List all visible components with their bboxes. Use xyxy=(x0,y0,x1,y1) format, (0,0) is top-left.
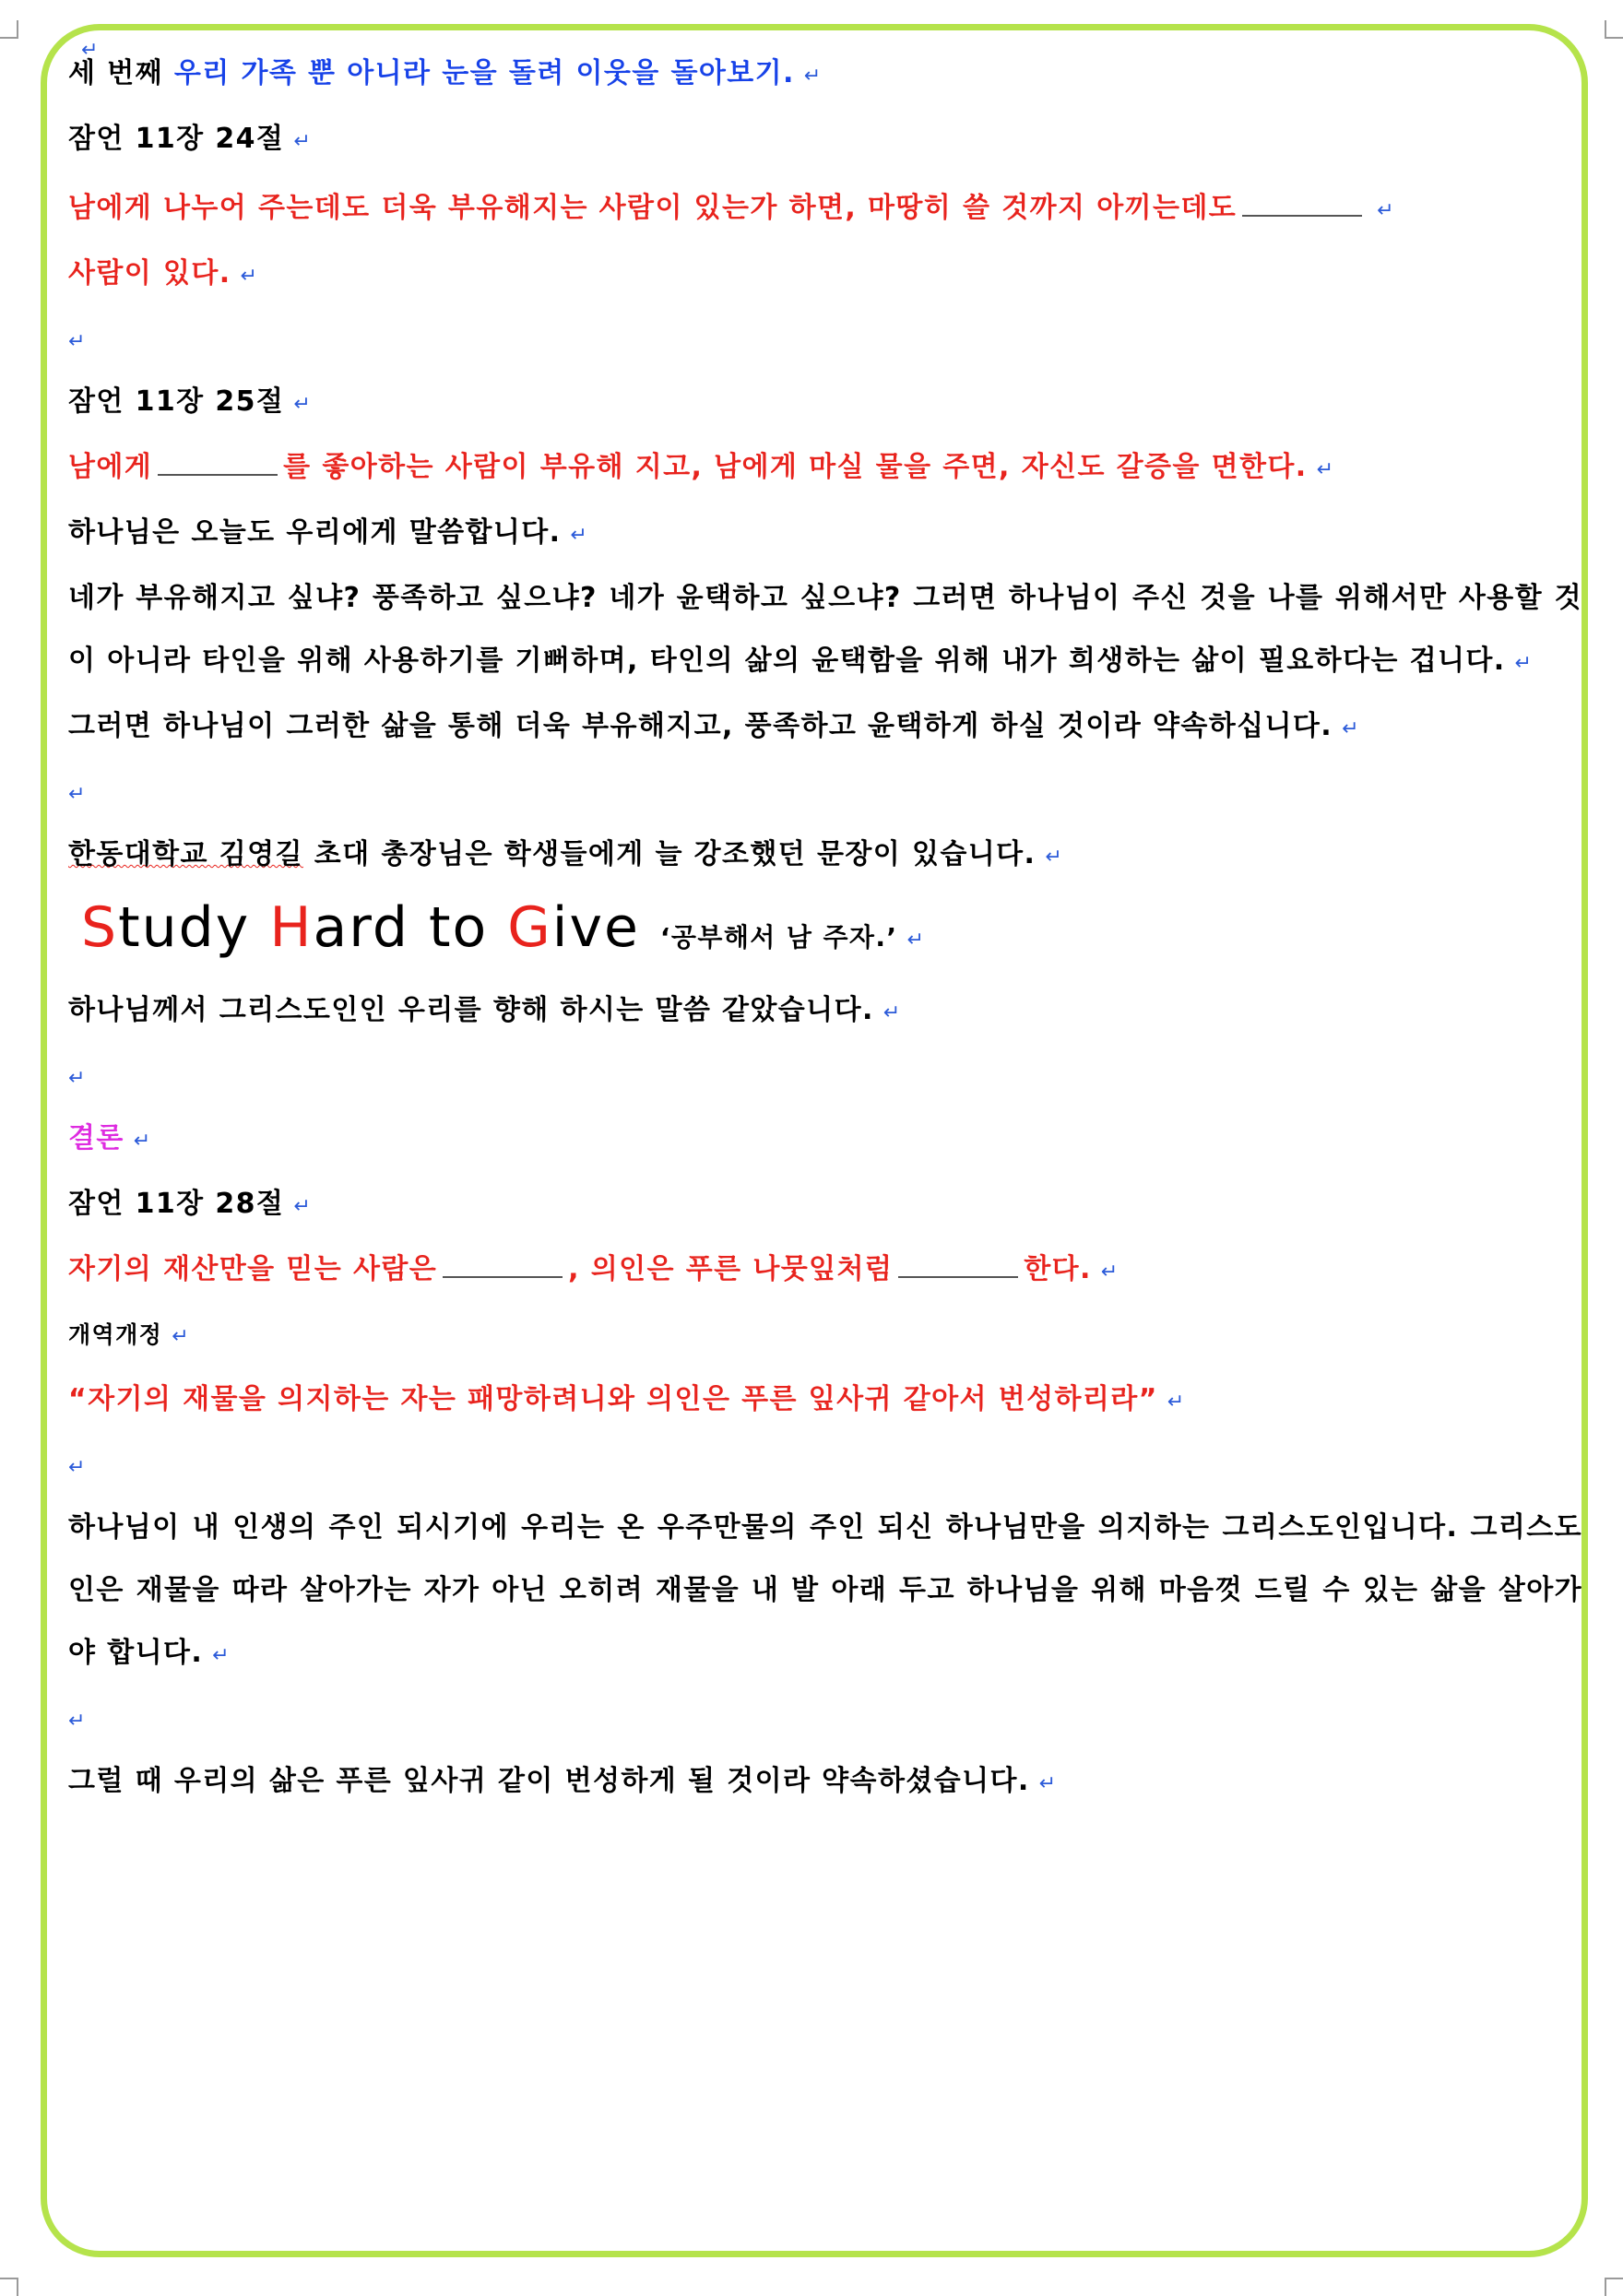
paragraph-mark-icon: ↵ xyxy=(293,1195,313,1218)
verse-text: 남에게 xyxy=(68,451,153,483)
body-paragraph xyxy=(68,1750,1588,1816)
fill-in-blank[interactable] xyxy=(443,1256,563,1278)
paragraph-mark-icon: ↵ xyxy=(293,130,313,153)
section-heading-third xyxy=(68,42,1588,108)
verse-text: 자기의 재산만을 믿는 사람은 xyxy=(68,1253,438,1285)
paragraph-mark-icon: ↵ xyxy=(68,783,87,806)
paragraph-mark-icon: ↵ xyxy=(906,929,926,952)
paragraph-mark-icon: ↵ xyxy=(1377,199,1395,222)
document-body[interactable] xyxy=(68,42,1588,1816)
paragraph-mark-icon: ↵ xyxy=(883,1001,902,1024)
fill-in-blank[interactable] xyxy=(1242,195,1362,217)
page-corner-mark xyxy=(0,20,18,39)
body-paragraph xyxy=(68,1497,1582,1687)
motto-word: ard to xyxy=(313,895,508,960)
scripture-reference-text: 잠언 11장 25절 xyxy=(68,385,285,418)
page-corner-mark xyxy=(0,2278,18,2296)
body-text: 하나님께서 그리스도인인 우리를 향해 하시는 말씀 같았습니다. xyxy=(68,994,874,1026)
motto-line xyxy=(81,889,1588,979)
motto-korean: ‘공부해서 남 주자.’ xyxy=(659,922,898,953)
spellcheck-underlined-name: 한동대학교 김영길 xyxy=(68,838,303,870)
empty-paragraph xyxy=(68,1045,1588,1107)
body-text: 하나님이 내 인생의 주인 되시기에 우리는 온 우주만물의 주인 되신 하나님만을 의지하는 그리스도인입니다. 그리스도인은 재물을 따라 살아가는 자가 아닌 오히려 재물을 내 발 아래 두고 하나님을 위해 마음껏 드릴 수 있는 삶을 살아가야 합니다. xyxy=(68,1511,1582,1669)
body-paragraph xyxy=(68,695,1588,761)
verse-text: “자기의 재물을 의지하는 자는 패망하려니와 의인은 푸른 잎사귀 같아서 번성하리라” xyxy=(68,1383,1158,1415)
empty-paragraph xyxy=(68,1434,1588,1497)
paragraph-mark-icon: ↵ xyxy=(1316,458,1335,481)
section-heading-prefix: 세 번째 xyxy=(68,57,163,89)
bible-version-label xyxy=(68,1304,1588,1368)
fill-in-blank[interactable] xyxy=(898,1256,1018,1278)
motto-capital-letter: S xyxy=(81,895,119,960)
empty-paragraph xyxy=(68,761,1588,823)
motto-word: tudy xyxy=(118,895,270,960)
paragraph-mark-icon: ↵ xyxy=(1038,1772,1058,1795)
motto-capital-letter: H xyxy=(269,895,314,960)
verse-line xyxy=(68,177,1588,243)
paragraph-mark-icon: ↵ xyxy=(68,1067,87,1090)
paragraph-mark-icon: ↵ xyxy=(240,265,259,288)
fill-in-blank[interactable] xyxy=(158,454,278,476)
paragraph-mark-icon: ↵ xyxy=(570,524,589,547)
page-corner-mark xyxy=(1605,2278,1623,2296)
bible-version-text: 개역개정 xyxy=(68,1321,163,1348)
body-text: 그럴 때 우리의 삶은 푸른 잎사귀 같이 번성하게 될 것이라 약속하셨습니다. xyxy=(68,1765,1030,1797)
scripture-reference xyxy=(68,1173,1588,1238)
verse-line xyxy=(68,1368,1588,1434)
body-text: 네가 부유해지고 싶냐? 풍족하고 싶으냐? 네가 윤택하고 싶으냐? 그러면 하나님이 주신 것을 나를 위해서만 사용할 것이 아니라 타인을 위해 사용하기를 기뻐하며, 타인의 삶의 윤택함을 위해 내가 희생하는 삶이 필요하다는 겁니다. xyxy=(68,582,1582,677)
empty-paragraph xyxy=(68,1687,1588,1750)
paragraph-mark-icon: ↵ xyxy=(133,1130,152,1153)
verse-text: 를 좋아하는 사람이 부유해 지고, 남에게 마실 물을 주면, 자신도 갈증을 면한다. xyxy=(283,451,1308,483)
body-text: 하나님은 오늘도 우리에게 말씀합니다. xyxy=(68,516,562,549)
conclusion-heading-text: 결론 xyxy=(68,1122,124,1154)
motto-english xyxy=(81,895,640,960)
verse-line xyxy=(68,243,1588,308)
scripture-reference-text: 잠언 11장 24절 xyxy=(68,123,285,155)
section-heading-text: 우리 가족 뿐 아니라 눈을 돌려 이웃을 돌아보기. xyxy=(173,57,795,89)
motto-word: ive xyxy=(551,895,640,960)
conclusion-heading xyxy=(68,1107,1588,1173)
body-paragraph xyxy=(68,979,1588,1045)
paragraph-mark-icon: ↵ xyxy=(68,330,87,353)
verse-text: 한다. xyxy=(1024,1253,1092,1285)
body-text: 그러면 하나님이 그러한 삶을 통해 더욱 부유해지고, 풍족하고 윤택하게 하실 것이라 약속하십니다. xyxy=(68,710,1333,742)
scripture-reference xyxy=(68,108,1588,173)
paragraph-mark-icon: ↵ xyxy=(803,65,823,88)
paragraph-mark-icon: ↵ xyxy=(68,1710,87,1733)
paragraph-mark-icon: ↵ xyxy=(1100,1260,1120,1284)
body-paragraph xyxy=(68,502,1588,567)
paragraph-mark-icon: ↵ xyxy=(1045,846,1064,869)
motto-capital-letter: G xyxy=(507,895,552,960)
paragraph-mark-icon: ↵ xyxy=(1342,717,1360,740)
verse-line xyxy=(68,436,1588,502)
verse-line xyxy=(68,1238,1588,1304)
paragraph-mark-icon: ↵ xyxy=(212,1644,231,1667)
verse-text: , 의인은 푸른 나뭇잎처럼 xyxy=(568,1253,894,1285)
body-text: 초대 총장님은 학생들에게 늘 강조했던 문장이 있습니다. xyxy=(302,838,1037,870)
paragraph-mark-icon: ↵ xyxy=(1167,1391,1186,1414)
scripture-reference-text: 잠언 11장 28절 xyxy=(68,1188,285,1220)
empty-paragraph xyxy=(68,308,1588,371)
page-corner-mark xyxy=(1605,20,1623,39)
scripture-reference xyxy=(68,371,1588,436)
body-paragraph xyxy=(68,823,1588,889)
verse-text: 사람이 있다. xyxy=(68,257,231,290)
paragraph-mark-icon: ↵ xyxy=(68,1456,87,1479)
paragraph-mark-icon: ↵ xyxy=(172,1325,191,1348)
verse-text: 남에게 나누어 주는데도 더욱 부유해지는 사람이 있는가 하면, 마땅히 쓸 것까지 아끼는데도 xyxy=(68,192,1238,224)
paragraph-mark-icon: ↵ xyxy=(293,393,313,416)
paragraph-mark-icon: ↵ xyxy=(81,39,99,62)
paragraph-mark-icon: ↵ xyxy=(1514,652,1534,675)
body-paragraph xyxy=(68,567,1582,695)
